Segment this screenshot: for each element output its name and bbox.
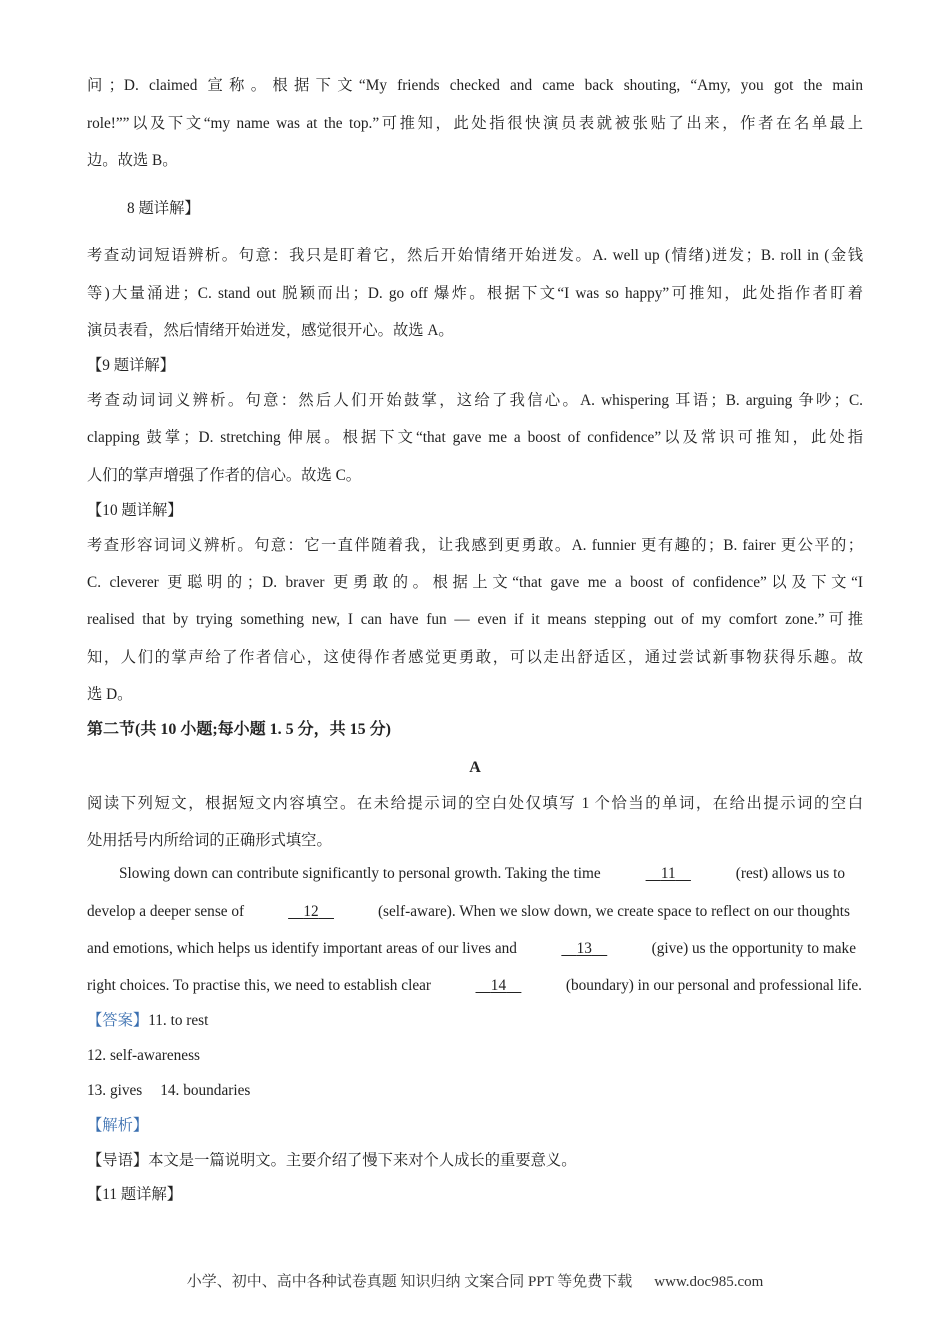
passage-line-1 [119,864,845,884]
answer-12: 12. self-awareness [87,1047,200,1064]
instructions-line-1: 阅读下列短文，根据短文内容填空。在未给提示词的空白处仅填写 1 个恰当的单词，在给出提示词的空白 [87,795,863,812]
q10-line-3: realised that by trying something new, I can have fun — even if it means stepping out of my comfort zone.”可推 [87,611,863,628]
q9-heading: 【9 题详解】 [87,357,175,374]
passage-text: develop a deeper sense of [87,903,245,920]
passage-text: and emotions, which helps us identify important areas of our lives and [87,940,517,957]
footer-site-link[interactable]: www.doc985.com [654,1274,764,1290]
blank-12 [286,902,336,922]
passage-text: (give) us the opportunity to make [651,940,856,957]
q10-line-2: C. cleverer 更聪明的；D. braver 更勇敢的。根据上文“that gave me a boost of confidence”以及下文“I [87,574,863,591]
footer-text: 小学、初中、高中各种试卷真题 知识归纳 文案合同 PPT 等免费下载 [186,1274,633,1290]
blank-number: 13 [576,940,592,957]
blank-11 [644,864,693,884]
passage-line-4 [87,976,862,996]
q10-line-1: 考查形容词词义辨析。句意：它一直伴随着我，让我感到更勇敢。A. funnier 更有趣的；B. fairer 更公平的； [87,537,863,554]
passage-line-3 [87,939,856,959]
q7-line-2: role!””以及下文“my name was at the top.”可推知，此处指很快演员表就被张贴了出来，作者在名单最上 [87,115,863,132]
passage-label: A [469,759,481,776]
answer-14: 14. boundaries [160,1082,251,1099]
q8-line-3: 演员表看，然后情绪开始迸发，感觉很开心。故选 A。 [87,322,454,339]
answer-11: 11. to rest [148,1012,209,1029]
part2-title: 第二节(共 10 小题;每小题 1. 5 分，共 15 分) [87,721,391,738]
passage-text: (boundary) in our personal and professional life. [565,977,862,994]
analysis-tag: 【解析】 [87,1117,149,1134]
q10-line-5: 选 D。 [87,686,133,703]
q11-heading: 【11 题详解】 [87,1186,183,1203]
instructions-line-2: 处用括号内所给词的正确形式填空。 [87,832,332,849]
passage-text: (rest) allows us to [735,865,845,882]
blank-number: 12 [303,903,319,920]
q9-line-3: 人们的掌声增强了作者的信心。故选 C。 [87,467,362,484]
blank-14 [474,976,524,996]
q7-line-3: 边。故选 B。 [87,152,178,169]
q10-line-4: 知，人们的掌声给了作者信心，这使得作者感觉更勇敢，可以走出舒适区，通过尝试新事物获得乐趣。故 [87,649,863,666]
q9-line-2: clapping 鼓掌；D. stretching 伸展。根据下文“that gave me a boost of confidence”以及常识可推知，此处指 [87,429,863,446]
q8-line-1: 考查动词短语辨析。句意：我只是盯着它，然后开始情绪开始迸发。A. well up (情绪)迸发；B. roll in (金钱 [87,247,863,264]
guide-text: 【导语】本文是一篇说明文。主要介绍了慢下来对个人成长的重要意义。 [87,1152,577,1169]
blank-13 [559,939,609,959]
q7-line-1: 问；D. claimed 宣称。根据下文“My friends checked and came back shouting, “Amy, you got the main [87,77,863,94]
passage-text: right choices. To practise this, we need to establish clear [87,977,431,994]
page-footer [0,1270,950,1291]
answer-line-1 [87,1011,863,1031]
blank-number: 11 [660,865,676,882]
answer-13: 13. gives [87,1082,143,1099]
q8-line-2: 等)大量涌进；C. stand out 脱颖而出；D. go off 爆炸。根据下文“I was so happy”可推知，此处指作者盯着 [87,285,863,302]
passage-line-2 [87,902,850,922]
q10-heading: 【10 题详解】 [87,502,183,519]
answer-tag: 【答案】 [87,1012,149,1029]
q9-line-1: 考查动词词义辨析。句意：然后人们开始鼓掌，这给了我信心。A. whispering 耳语；B. arguing 争吵；C. [87,392,863,409]
passage-text: (self-aware). When we slow down, we create space to reflect on our thoughts [377,903,850,920]
passage-text: Slowing down can contribute significantly to personal growth. Taking the time [119,865,601,882]
q8-heading: 8 题详解】 [127,200,200,217]
blank-number: 14 [490,977,507,994]
answer-line-3 [87,1081,863,1101]
